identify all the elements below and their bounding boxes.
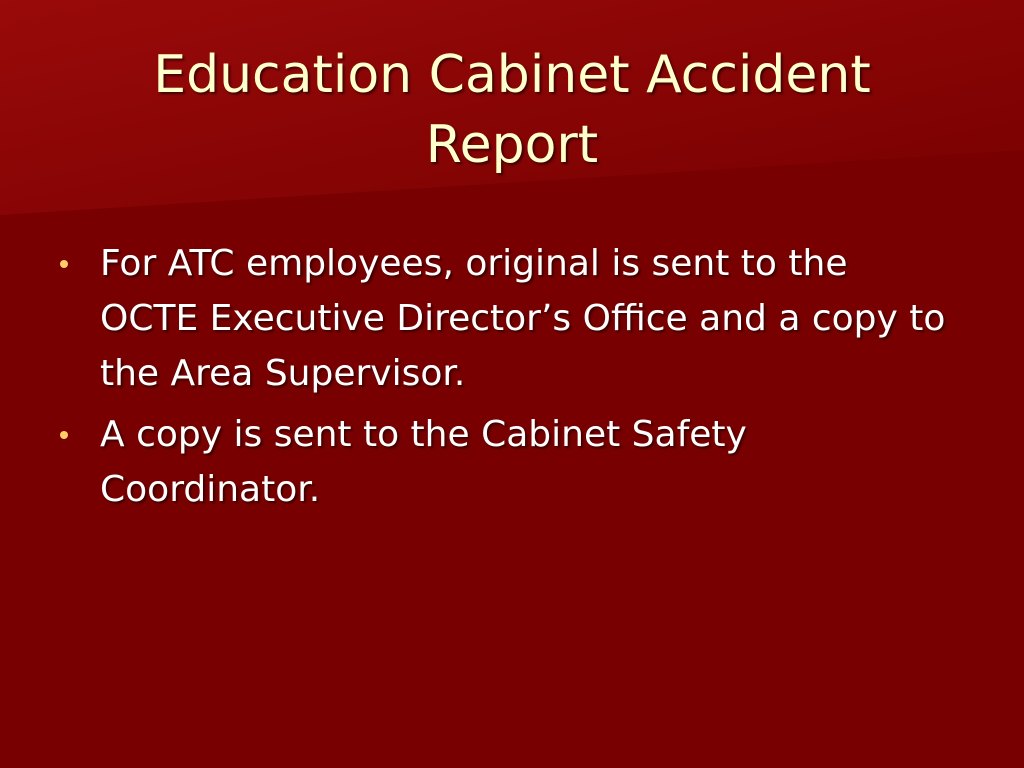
bullet-list (56, 236, 956, 523)
bullet-dot-icon (60, 431, 68, 439)
bullet-text: A copy is sent to the Cabinet Safety Coordinator. (100, 414, 747, 510)
bullet-item (56, 236, 956, 401)
bullet-text: For ATC employees, original is sent to the OCTE Executive Director’s Office and a copy to the Area Supervisor. (100, 243, 946, 394)
bullet-item (56, 407, 956, 517)
slide-title: Education Cabinet Accident Report (153, 45, 871, 175)
bullet-dot-icon (60, 260, 68, 268)
